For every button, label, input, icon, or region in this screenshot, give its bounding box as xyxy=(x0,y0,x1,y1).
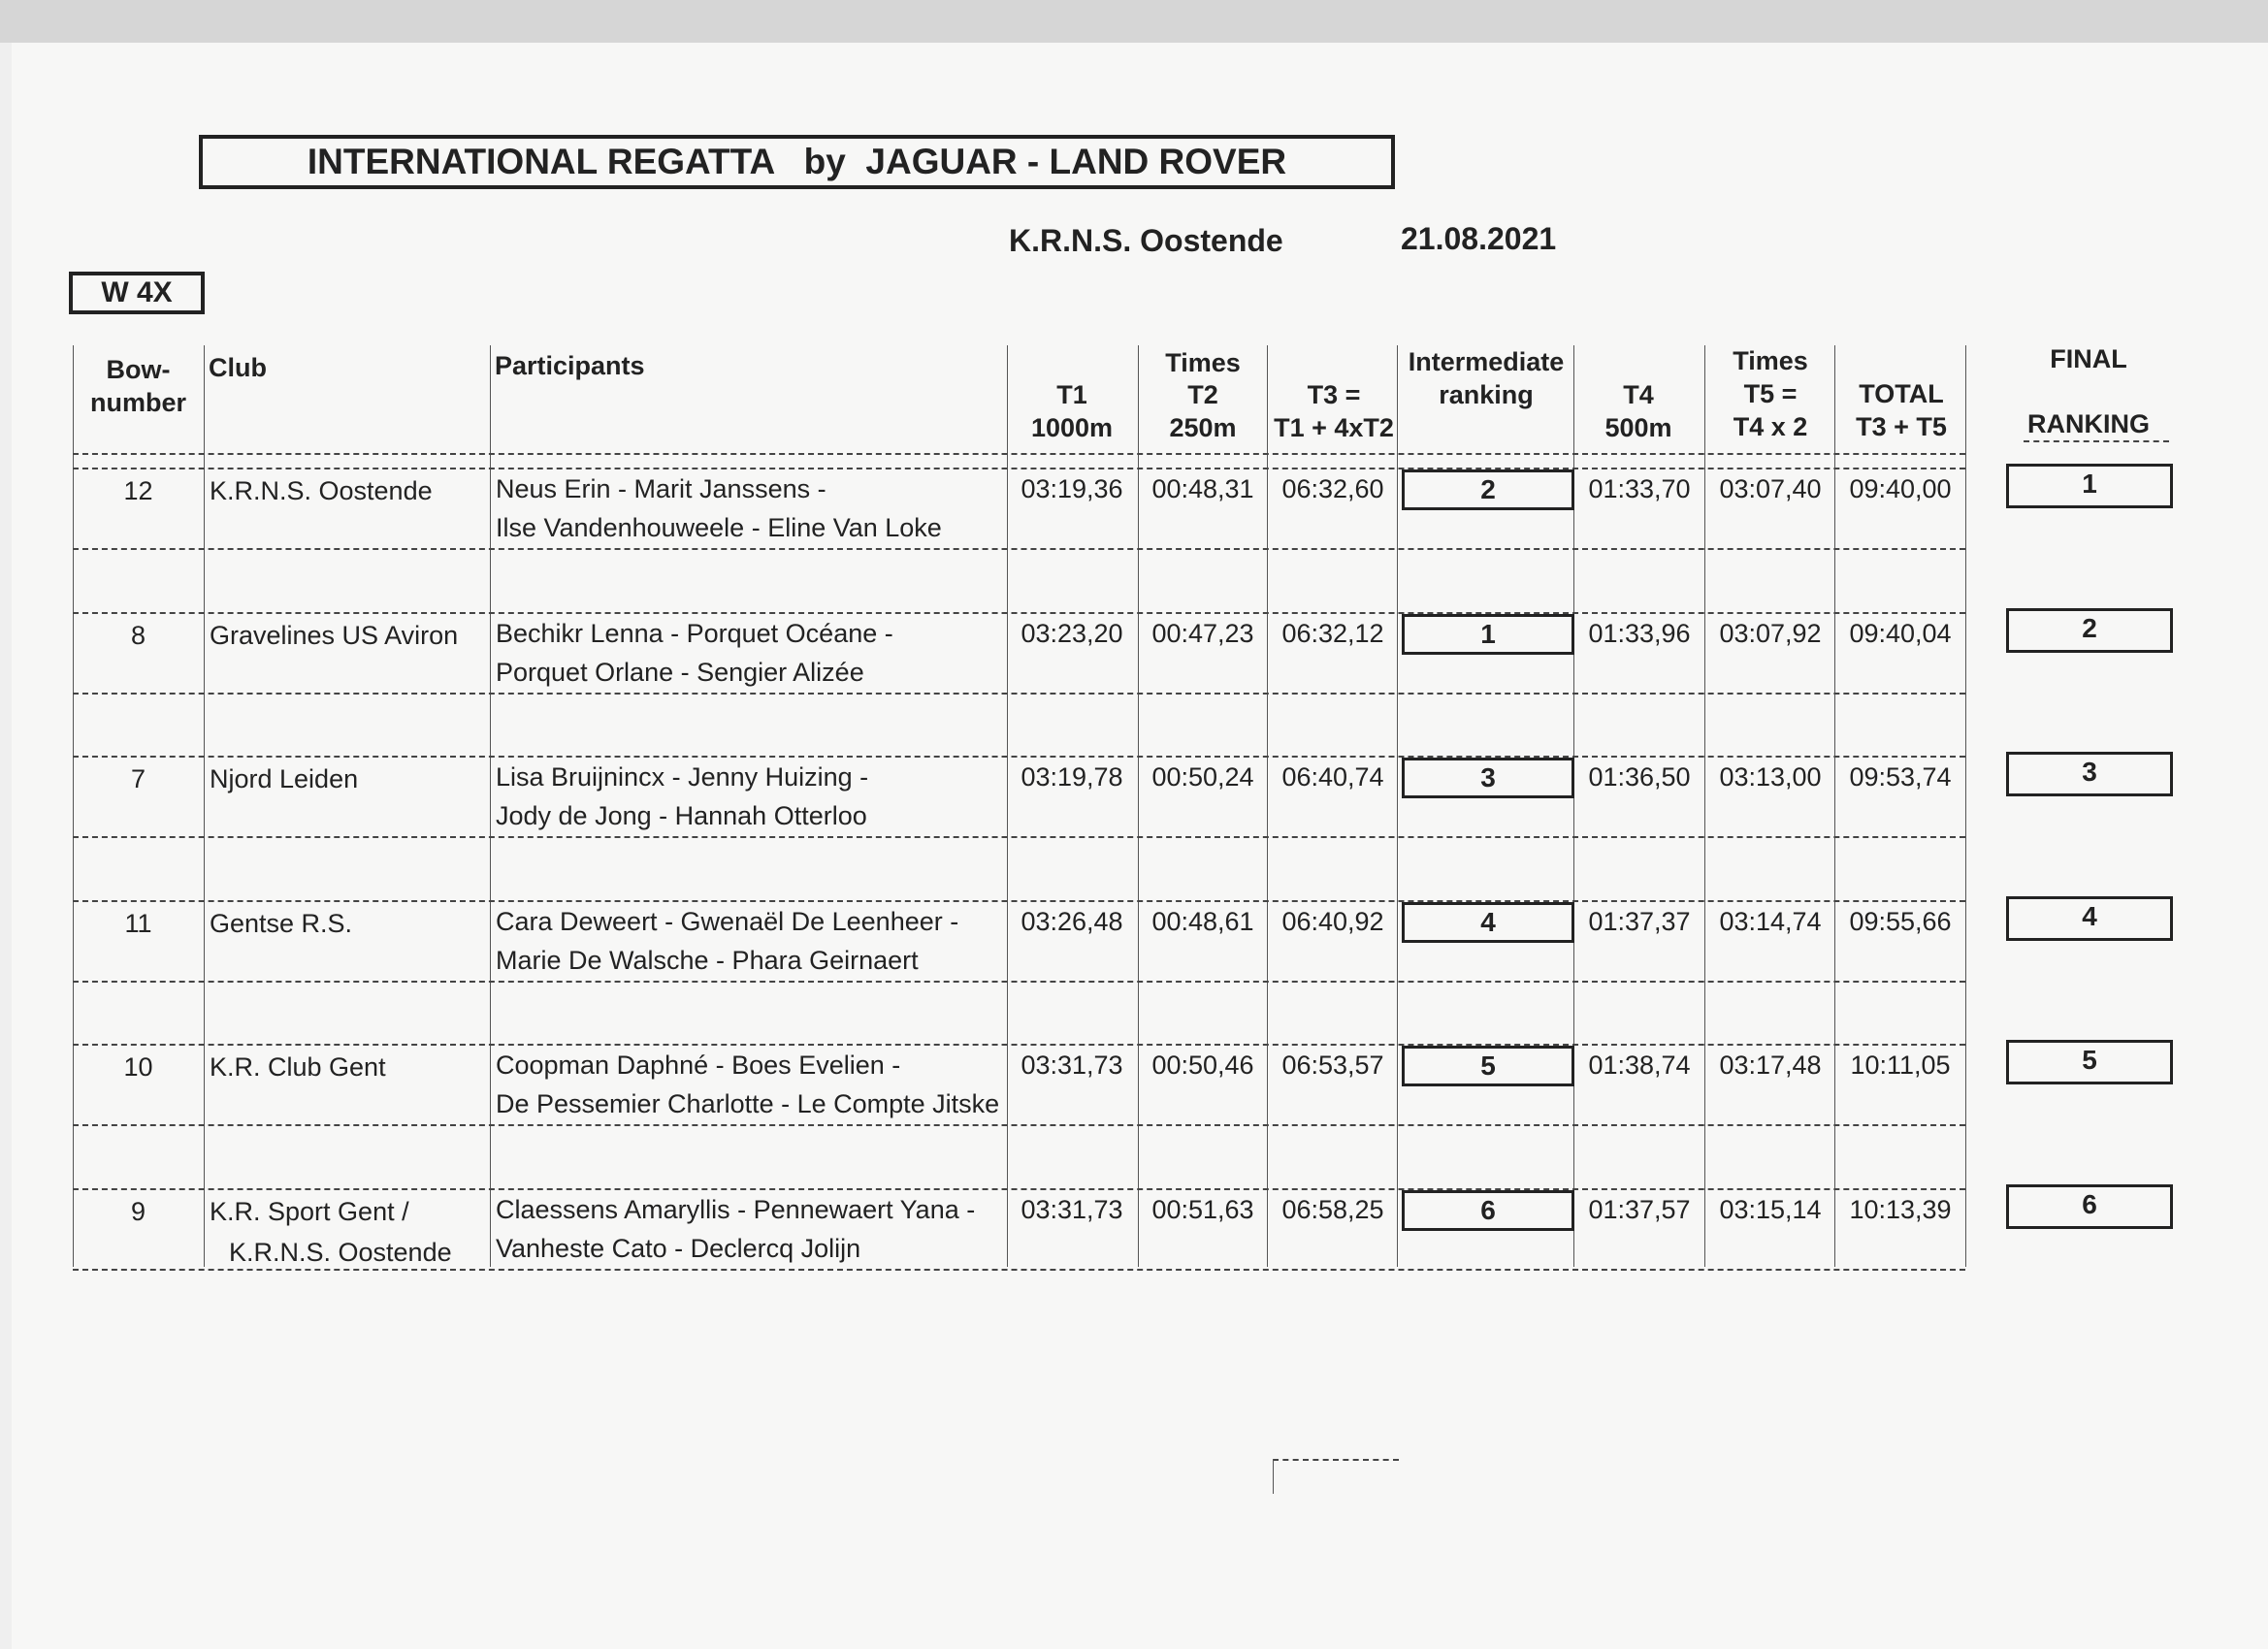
header-t5 xyxy=(1705,377,1835,443)
final-ranking-rule xyxy=(2024,440,2169,442)
header-t4-label: T4 xyxy=(1623,380,1654,409)
scan-top-strip xyxy=(0,0,2268,43)
time-total: 09:53,74 xyxy=(1849,762,1952,792)
header-bow xyxy=(78,353,199,419)
participants-line2: De Pessemier Charlotte - Le Compte Jitske xyxy=(496,1089,1000,1118)
header-total-label: TOTAL xyxy=(1859,379,1944,408)
row-bottom-rule xyxy=(73,981,1965,983)
header-intermediate-line1: Intermediate xyxy=(1408,347,1565,376)
club-name: K.R.N.S. Oostende xyxy=(210,476,433,505)
row-top-rule xyxy=(73,612,1965,614)
club-name: Njord Leiden xyxy=(210,764,359,793)
time-t1: 03:31,73 xyxy=(1021,1051,1123,1080)
header-t5-formula: T4 x 2 xyxy=(1733,412,1808,441)
header-t1 xyxy=(1009,378,1135,444)
header-times-group-1: Times xyxy=(1165,348,1241,377)
column-rule xyxy=(1138,345,1139,1267)
column-rule xyxy=(1267,345,1268,1267)
participants-line1: Lisa Bruijnincx - Jenny Huizing - xyxy=(496,762,869,792)
time-t3: 06:32,12 xyxy=(1281,619,1384,648)
time-t4: 01:37,57 xyxy=(1588,1195,1691,1224)
column-rule xyxy=(490,345,491,1267)
club-name: K.R. Sport Gent / xyxy=(210,1197,409,1226)
participants-line2: Jody de Jong - Hannah Otterloo xyxy=(496,801,867,830)
header-t3-label: T3 = xyxy=(1307,380,1361,409)
time-t4: 01:36,50 xyxy=(1588,762,1691,792)
intermediate-rank-box: 6 xyxy=(1402,1190,1574,1231)
header-final-line1: FINAL xyxy=(2050,344,2127,373)
header-times-group-2: Times xyxy=(1733,346,1808,375)
row-bottom-rule xyxy=(73,836,1965,838)
column-rule xyxy=(1397,345,1398,1267)
time-t2: 00:47,23 xyxy=(1151,619,1254,648)
header-t1-distance: 1000m xyxy=(1030,413,1114,442)
bow-number: 7 xyxy=(130,764,146,793)
bow-number: 12 xyxy=(123,476,153,505)
header-t1-label: T1 xyxy=(1056,380,1087,409)
intermediate-rank-box: 3 xyxy=(1402,758,1574,798)
header-participants: Participants xyxy=(495,351,645,380)
intermediate-rank-box: 4 xyxy=(1402,902,1574,943)
header-t4 xyxy=(1571,378,1705,444)
column-rule xyxy=(73,345,74,1267)
final-rank-box: 5 xyxy=(2006,1040,2173,1084)
stray-tick xyxy=(1273,1459,1274,1494)
boat-category: W 4X xyxy=(69,272,205,314)
time-t5: 03:14,74 xyxy=(1719,907,1822,936)
participants-line1: Coopman Daphné - Boes Evelien - xyxy=(496,1051,901,1080)
header-t3 xyxy=(1269,378,1399,444)
row-top-rule xyxy=(73,1188,1965,1190)
header-t4-distance: 500m xyxy=(1604,413,1672,442)
bow-number: 9 xyxy=(130,1197,146,1226)
row-top-rule xyxy=(73,900,1965,902)
time-total: 09:40,04 xyxy=(1849,619,1952,648)
time-total: 10:11,05 xyxy=(1850,1051,1951,1080)
column-rule xyxy=(1834,345,1835,1267)
time-t1: 03:19,78 xyxy=(1021,762,1123,792)
final-rank-box: 4 xyxy=(2006,896,2173,941)
participants-line1: Neus Erin - Marit Janssens - xyxy=(496,474,826,503)
club-name-line2: K.R.N.S. Oostende xyxy=(229,1238,452,1267)
time-total: 09:55,66 xyxy=(1849,907,1952,936)
time-t4: 01:37,37 xyxy=(1588,907,1691,936)
time-t1: 03:23,20 xyxy=(1021,619,1123,648)
header-rule xyxy=(73,453,1965,455)
time-t2: 00:51,63 xyxy=(1151,1195,1254,1224)
participants-line1: Bechikr Lenna - Porquet Océane - xyxy=(496,619,893,648)
column-rule xyxy=(204,345,205,1267)
final-rank-box: 3 xyxy=(2006,752,2173,796)
row-bottom-rule xyxy=(73,693,1965,695)
time-t5: 03:13,00 xyxy=(1719,762,1822,792)
time-t3: 06:40,92 xyxy=(1281,907,1384,936)
header-bow-line2: number xyxy=(89,388,186,417)
time-t2: 00:50,46 xyxy=(1151,1051,1254,1080)
results-sheet xyxy=(0,43,2268,1649)
header-t3-formula: T1 + 4xT2 xyxy=(1274,413,1394,442)
header-total xyxy=(1835,377,1967,443)
time-t4: 01:33,70 xyxy=(1588,474,1691,503)
row-top-rule xyxy=(73,468,1965,469)
header-t5-label: T5 = xyxy=(1743,379,1798,408)
time-t2: 00:48,31 xyxy=(1151,474,1254,503)
participants-line2: Vanheste Cato - Declercq Jolijn xyxy=(496,1234,861,1263)
time-t3: 06:53,57 xyxy=(1281,1051,1384,1080)
time-t3: 06:40,74 xyxy=(1281,762,1384,792)
time-t4: 01:38,74 xyxy=(1588,1051,1691,1080)
final-rank-box: 2 xyxy=(2006,608,2173,653)
final-rank-box: 6 xyxy=(2006,1184,2173,1229)
row-bottom-rule xyxy=(73,1124,1965,1126)
header-intermediate-line2: ranking xyxy=(1439,380,1534,409)
participants-line1: Cara Deweert - Gwenaël De Leenheer - xyxy=(496,907,959,936)
bow-number: 10 xyxy=(123,1052,153,1082)
time-t5: 03:17,48 xyxy=(1719,1051,1822,1080)
header-t2-distance: 250m xyxy=(1169,413,1237,442)
time-t1: 03:19,36 xyxy=(1021,474,1123,503)
time-t2: 00:50,24 xyxy=(1151,762,1254,792)
header-club: Club xyxy=(209,353,267,382)
participants-line2: Porquet Orlane - Sengier Alizée xyxy=(496,658,864,687)
header-intermediate xyxy=(1399,345,1573,411)
time-t2: 00:48,61 xyxy=(1151,907,1254,936)
intermediate-rank-box: 5 xyxy=(1402,1046,1574,1086)
venue: K.R.N.S. Oostende xyxy=(1009,223,1283,258)
header-bow-line1: Bow- xyxy=(106,355,171,384)
time-t4: 01:33,96 xyxy=(1588,619,1691,648)
club-name: Gravelines US Aviron xyxy=(210,621,459,650)
club-name: Gentse R.S. xyxy=(210,909,353,938)
time-t1: 03:31,73 xyxy=(1021,1195,1123,1224)
regatta-title: INTERNATIONAL REGATTA by JAGUAR - LAND ROVER xyxy=(199,135,1395,189)
header-t2 xyxy=(1140,378,1266,444)
time-t5: 03:07,92 xyxy=(1719,619,1822,648)
participants-line2: Marie De Walsche - Phara Geirnaert xyxy=(496,946,919,975)
column-rule xyxy=(1704,345,1705,1267)
row-top-rule xyxy=(73,1044,1965,1046)
time-total: 10:13,39 xyxy=(1849,1195,1952,1224)
intermediate-rank-box: 2 xyxy=(1402,469,1574,510)
bow-number: 8 xyxy=(130,621,146,650)
header-t2-label: T2 xyxy=(1187,380,1218,409)
row-bottom-rule xyxy=(73,1269,1965,1271)
time-t1: 03:26,48 xyxy=(1021,907,1123,936)
race-date: 21.08.2021 xyxy=(1401,221,1557,256)
time-t3: 06:32,60 xyxy=(1281,474,1384,503)
intermediate-rank-box: 1 xyxy=(1402,614,1574,655)
stray-dash xyxy=(1273,1459,1399,1461)
participants-line1: Claessens Amaryllis - Pennewaert Yana - xyxy=(496,1195,976,1224)
header-total-formula: T3 + T5 xyxy=(1856,412,1947,441)
time-t5: 03:07,40 xyxy=(1719,474,1822,503)
final-rank-box: 1 xyxy=(2006,464,2173,508)
bow-number: 11 xyxy=(124,909,152,938)
scan-left-edge xyxy=(0,43,12,1649)
row-top-rule xyxy=(73,756,1965,758)
time-t5: 03:15,14 xyxy=(1719,1195,1822,1224)
row-bottom-rule xyxy=(73,548,1965,550)
time-t3: 06:58,25 xyxy=(1281,1195,1384,1224)
club-name: K.R. Club Gent xyxy=(210,1052,386,1082)
column-rule xyxy=(1965,345,1966,1267)
time-total: 09:40,00 xyxy=(1849,474,1952,503)
participants-line2: Ilse Vandenhouweele - Eline Van Loke xyxy=(496,513,942,542)
header-final-line2: RANKING xyxy=(2027,409,2150,438)
column-rule xyxy=(1007,345,1008,1267)
